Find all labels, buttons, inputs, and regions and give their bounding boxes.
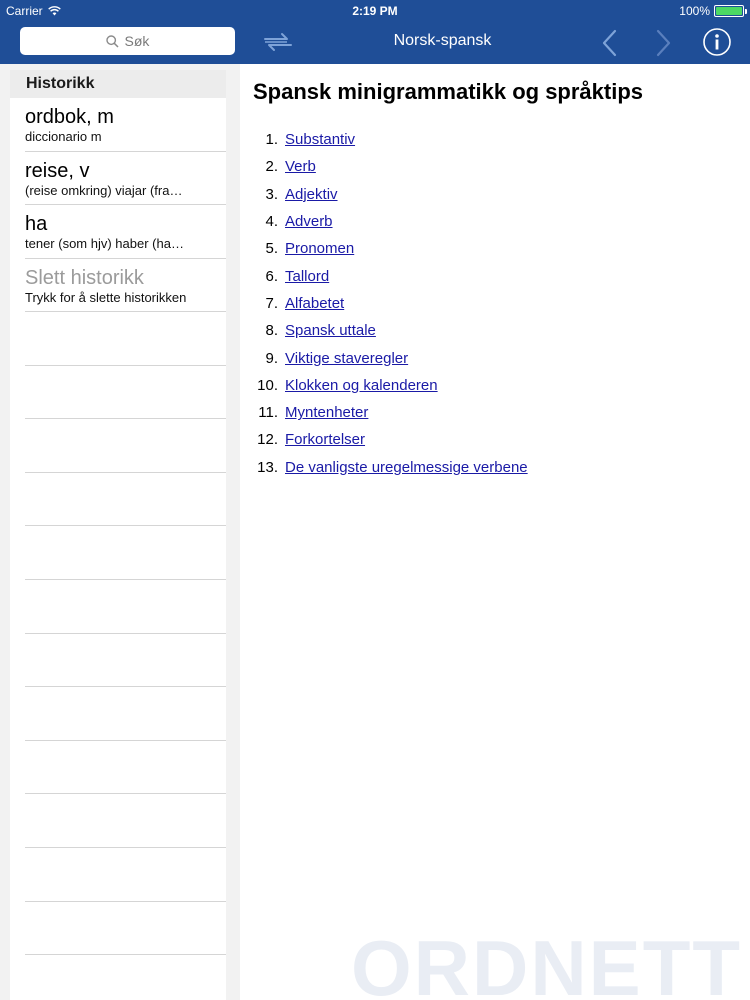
list-item	[240, 317, 750, 344]
empty-row	[25, 580, 226, 634]
topic-link[interactable]: Pronomen	[285, 240, 355, 258]
list-item	[240, 153, 750, 180]
clear-history-hint: Trykk for å slette historikken	[25, 289, 187, 305]
topic-link[interactable]: Alfabetet	[285, 294, 345, 312]
empty-row	[25, 419, 226, 473]
topic-link[interactable]: Viktige staveregler	[285, 349, 409, 367]
list-item	[240, 126, 750, 153]
empty-row	[25, 312, 226, 366]
empty-row	[25, 902, 226, 956]
search-input[interactable]	[20, 27, 235, 55]
topic-link[interactable]: Klokken og kalenderen	[285, 376, 438, 394]
topic-number: 12.	[257, 431, 278, 449]
battery-indicator	[679, 4, 744, 18]
empty-row	[25, 794, 226, 848]
empty-row	[25, 687, 226, 741]
status-time: 2:19 PM	[352, 4, 398, 18]
history-word: ha	[25, 213, 48, 235]
list-item	[240, 235, 750, 262]
topic-number: 11.	[258, 404, 278, 422]
battery-percentage: 100%	[679, 4, 710, 18]
carrier-label: Carrier	[6, 4, 43, 18]
topic-number: 2.	[265, 158, 278, 176]
status-bar	[0, 0, 750, 22]
topic-number: 4.	[265, 213, 278, 231]
topic-number: 6.	[265, 267, 278, 285]
topic-link[interactable]: Adjektiv	[285, 185, 338, 203]
empty-row	[25, 634, 226, 688]
carrier-info	[6, 4, 61, 18]
info-icon[interactable]	[702, 27, 732, 57]
swap-language-icon[interactable]	[262, 30, 294, 54]
topic-number: 8.	[265, 322, 278, 340]
topic-link[interactable]: Spansk uttale	[285, 322, 376, 340]
empty-row	[25, 473, 226, 527]
topic-number: 5.	[265, 240, 278, 258]
empty-row	[25, 848, 226, 902]
topic-number: 13.	[257, 458, 278, 476]
chevron-right-icon[interactable]	[653, 28, 673, 58]
topic-number: 1.	[265, 131, 278, 149]
battery-fill	[716, 7, 742, 15]
page-title: Spansk minigrammatikk og språktips	[253, 79, 644, 104]
history-translation: tener (som hjv) haber (ha…	[25, 236, 184, 251]
history-word: ordbok, m	[25, 106, 114, 128]
topic-link[interactable]: Verb	[285, 158, 316, 176]
battery-icon	[714, 5, 744, 17]
history-item[interactable]	[25, 152, 226, 206]
topic-link[interactable]: De vanligste uregelmessige verbene	[285, 458, 528, 476]
empty-row	[25, 526, 226, 580]
topic-link[interactable]: Tallord	[285, 267, 330, 285]
list-item	[240, 454, 750, 481]
nav-title: Norsk-spansk	[393, 32, 492, 49]
list-item	[240, 344, 750, 371]
nav-bar	[0, 22, 750, 64]
list-item	[240, 262, 750, 289]
history-item[interactable]	[25, 205, 226, 259]
topic-link[interactable]: Myntenheter	[285, 404, 369, 422]
topic-link[interactable]: Adverb	[285, 213, 333, 231]
list-item	[240, 399, 750, 426]
topic-number: 9.	[265, 349, 278, 367]
list-item	[240, 181, 750, 208]
search-placeholder: Søk	[124, 33, 150, 49]
history-item[interactable]	[25, 98, 226, 152]
history-list	[10, 70, 226, 1000]
history-sidebar	[0, 64, 240, 1000]
list-item	[240, 372, 750, 399]
topic-number: 7.	[265, 294, 278, 312]
history-translation: diccionario m	[25, 129, 102, 144]
list-item	[240, 208, 750, 235]
chevron-left-icon[interactable]	[600, 28, 620, 58]
history-translation: (reise omkring) viajar (fra…	[25, 182, 183, 198]
topic-link[interactable]: Forkortelser	[285, 431, 366, 449]
list-item	[240, 426, 750, 453]
ordnett-watermark: ORDNETT	[351, 924, 742, 1000]
clear-history-label: Slett historikk	[25, 266, 144, 289]
history-header: Historikk	[10, 70, 226, 98]
list-item	[240, 290, 750, 317]
empty-row	[25, 741, 226, 795]
empty-row	[25, 366, 226, 420]
history-word: reise, v	[25, 159, 90, 182]
clear-history-button[interactable]	[25, 259, 226, 313]
topic-link[interactable]: Substantiv	[285, 131, 356, 149]
topic-number: 10.	[257, 376, 278, 394]
search-icon	[106, 35, 119, 48]
main-content	[240, 64, 750, 1000]
topic-list	[240, 126, 750, 481]
wifi-icon	[48, 6, 61, 16]
topic-number: 3.	[265, 185, 278, 203]
